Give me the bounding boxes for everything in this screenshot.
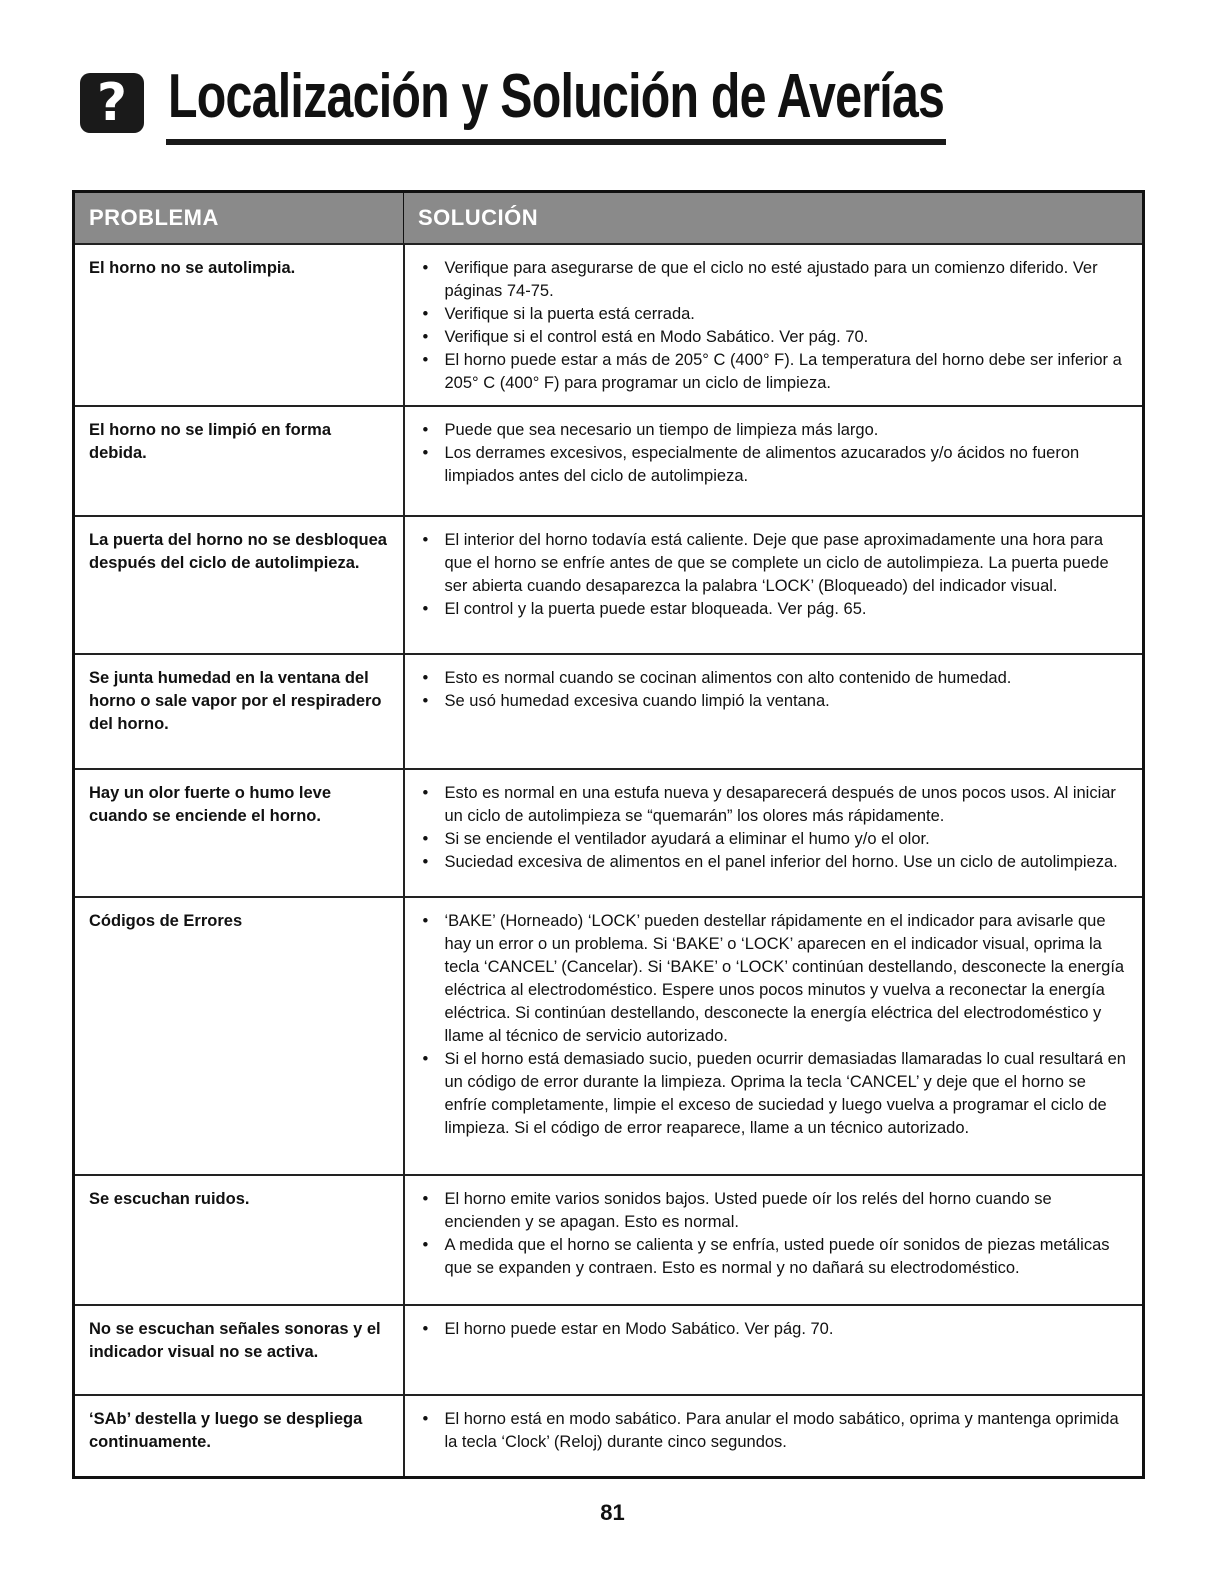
- solution-item: • Si el horno está demasiado sucio, pueden ocurrir demasiadas llamaradas lo cual resultará en un código de error durante la limpieza. Oprima la tecla ‘CANCEL’ y deje que el horno se enfríe completamente, limpie el exceso de suciedad y luego vuelva a programar el ciclo de limpieza. Si el código de error reaparece, llame a un técnico autorizado.: [437, 1048, 1131, 1140]
- solution-item: • Suciedad excesiva de alimentos en el panel inferior del horno. Use un ciclo de autolimpieza.: [437, 851, 1131, 874]
- title-underline: [166, 139, 946, 145]
- solution-list: [419, 1318, 1131, 1341]
- solution-cell: [404, 1305, 1144, 1395]
- troubleshooting-table: [72, 190, 1145, 1479]
- table-row: [74, 897, 1144, 1175]
- page-number: 81: [600, 1500, 625, 1525]
- solution-list: [419, 419, 1131, 488]
- table-row: [74, 244, 1144, 406]
- problem-cell: Hay un olor fuerte o humo leve cuando se enciende el horno.: [74, 769, 404, 897]
- solution-item: • Puede que sea necesario un tiempo de limpieza más largo.: [437, 419, 1131, 442]
- solution-item: • Verifique para asegurarse de que el ciclo no esté ajustado para un comienzo diferido. Ver páginas 74-75.: [437, 257, 1131, 303]
- solution-item: • El control y la puerta puede estar bloqueada. Ver pág. 65.: [437, 598, 1131, 621]
- problem-cell: ‘SAb’ destella y luego se despliega continuamente.: [74, 1395, 404, 1477]
- solution-cell: [404, 244, 1144, 406]
- solution-list: [419, 667, 1131, 713]
- solution-cell: [404, 654, 1144, 769]
- problem-cell: La puerta del horno no se desbloquea después del ciclo de autolimpieza.: [74, 516, 404, 654]
- table-row: [74, 516, 1144, 654]
- solution-item: • A medida que el horno se calienta y se enfría, usted puede oír sonidos de piezas metálicas que se expanden y contraen. Esto es normal y no dañará su electrodoméstico.: [437, 1234, 1131, 1280]
- solution-item: • Se usó humedad excesiva cuando limpió la ventana.: [437, 690, 1131, 713]
- problem-cell: El horno no se autolimpia.: [74, 244, 404, 406]
- solution-list: [419, 910, 1131, 1140]
- solution-item: • Esto es normal en una estufa nueva y desaparecerá después de unos pocos usos. Al iniciar un ciclo de autolimpieza se “quemarán” los olores más rápidamente.: [437, 782, 1131, 828]
- solution-item: • Esto es normal cuando se cocinan alimentos con alto contenido de humedad.: [437, 667, 1131, 690]
- solution-list: [419, 257, 1131, 395]
- table-row: [74, 654, 1144, 769]
- table-row: [74, 769, 1144, 897]
- page-header: [80, 55, 945, 155]
- solution-item: • Verifique si el control está en Modo Sabático. Ver pág. 70.: [437, 326, 1131, 349]
- solution-cell: [404, 1175, 1144, 1305]
- table-row: [74, 1305, 1144, 1395]
- solution-item: • El horno emite varios sonidos bajos. Usted puede oír los relés del horno cuando se encienden y se apagan. Esto es normal.: [437, 1188, 1131, 1234]
- problem-cell: El horno no se limpió en forma debida.: [74, 406, 404, 516]
- table-row: [74, 1395, 1144, 1477]
- solution-cell: [404, 897, 1144, 1175]
- solution-cell: [404, 406, 1144, 516]
- question-mark-icon: ?: [80, 73, 144, 133]
- solution-item: • El horno está en modo sabático. Para anular el modo sabático, oprima y mantenga oprimida la tecla ‘Clock’ (Reloj) durante cinco segundos.: [437, 1408, 1131, 1454]
- solution-list: [419, 782, 1131, 874]
- solution-list: [419, 529, 1131, 621]
- solution-item: • Los derrames excesivos, especialmente de alimentos azucarados y/o ácidos no fueron limpiados antes del ciclo de autolimpieza.: [437, 442, 1131, 488]
- solution-cell: [404, 769, 1144, 897]
- solution-list: [419, 1408, 1131, 1454]
- solution-cell: [404, 1395, 1144, 1477]
- problem-cell: Códigos de Errores: [74, 897, 404, 1175]
- table-header-row: [74, 192, 1144, 245]
- solution-list: [419, 1188, 1131, 1280]
- solution-item: • El horno puede estar a más de 205° C (400° F). La temperatura del horno debe ser inferior a 205° C (400° F) para programar un ciclo de limpieza.: [437, 349, 1131, 395]
- solution-cell: [404, 516, 1144, 654]
- solution-item: • El horno puede estar en Modo Sabático. Ver pág. 70.: [437, 1318, 1131, 1341]
- column-header-problem: PROBLEMA: [74, 192, 404, 245]
- solution-item: • ‘BAKE’ (Horneado) ‘LOCK’ pueden destellar rápidamente en el indicador para avisarle que hay un error o un problema. Si ‘BAKE’ o ‘LOCK’ aparecen en el indicador visual, oprima la tecla ‘CANCEL’ (Cancelar). Si ‘BAKE’ o ‘LOCK’ continúan destellando, desconecte la energía eléctrica al electrodoméstico. Espere unos pocos minutos y vuelva a reconectar la energía eléctrica. Si continúan destellando, desconecte la energía eléctrica del electrodoméstico y llame al técnico de servicio autorizado.: [437, 910, 1131, 1048]
- problem-cell: Se escuchan ruidos.: [74, 1175, 404, 1305]
- table-row: [74, 1175, 1144, 1305]
- solution-item: • Si se enciende el ventilador ayudará a eliminar el humo y/o el olor.: [437, 828, 1131, 851]
- table-row: [74, 406, 1144, 516]
- problem-cell: Se junta humedad en la ventana del horno o sale vapor por el respiradero del horno.: [74, 654, 404, 769]
- solution-item: • Verifique si la puerta está cerrada.: [437, 303, 1131, 326]
- problem-cell: No se escuchan señales sonoras y el indicador visual no se activa.: [74, 1305, 404, 1395]
- column-header-solution: SOLUCIÓN: [404, 192, 1144, 245]
- page-title: Localización y Solución de Averías: [168, 62, 945, 131]
- solution-item: • El interior del horno todavía está caliente. Deje que pase aproximadamente una hora para que el horno se enfríe antes de que se complete un ciclo de autolimpieza. La puerta puede ser abierta cuando desaparezca la palabra ‘LOCK’ (Bloqueado) del indicador visual.: [437, 529, 1131, 598]
